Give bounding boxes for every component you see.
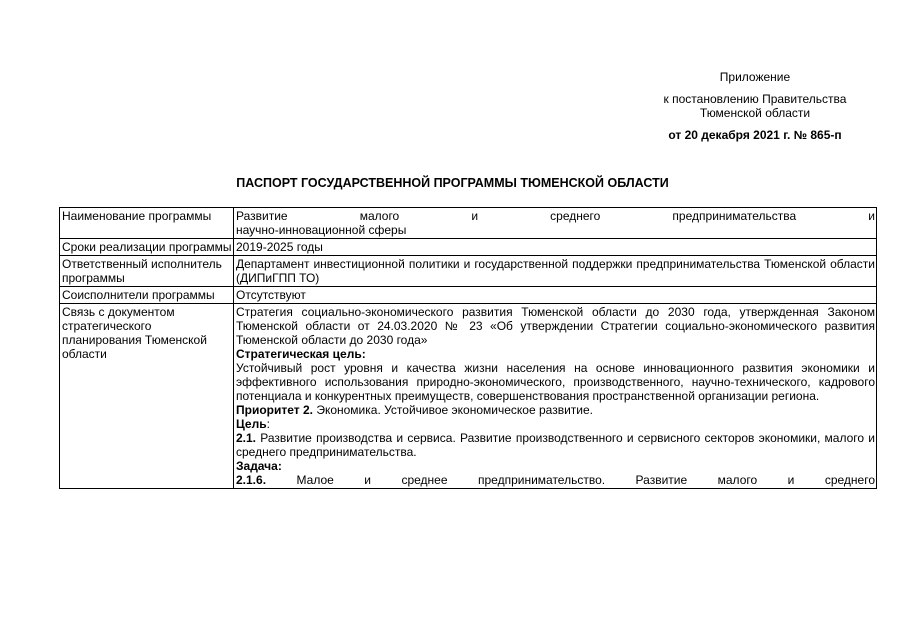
task-number: 2.1.6. bbox=[236, 473, 267, 487]
row-value-name bbox=[234, 208, 877, 239]
row-label-terms: Сроки реализации программы bbox=[60, 239, 234, 256]
row-value-executor: Департамент инвестиционной политики и государственной поддержки предпринимательства Тюменской области (ДИПиГПП ТО) bbox=[234, 256, 877, 287]
priority-number: Приоритет 2. bbox=[236, 403, 313, 417]
program-name-line2: научно-инновационной сферы bbox=[236, 223, 407, 237]
program-name-line1: Развитие малого и среднего предпринимательства и bbox=[236, 209, 875, 223]
aim-text: Развитие производства и сервиса. Развитие производственного и сервисного секторов экономики, малого и среднего предпринимательства. bbox=[236, 431, 875, 459]
aim-heading-line bbox=[236, 417, 875, 431]
strategic-goal-text: Устойчивый рост уровня и качества жизни населения на основе инновационного развития экономики и эффективного использования природно-экономического, производственного, научно-технического, кадрового потенциала и конкурентных преимуществ, совершенствования пространственной организации региона. bbox=[236, 361, 875, 403]
table-row bbox=[60, 208, 877, 239]
strategic-goal-heading: Стратегическая цель: bbox=[236, 347, 366, 361]
table-row bbox=[60, 239, 877, 256]
aim-number: 2.1. bbox=[236, 431, 257, 445]
strategy-intro: Стратегия социально-экономического развития Тюменской области до 2030 года, утвержденная Законом Тюменской области от 24.03.2020 № 23 «Об утверждении Стратегии социально-экономического развития Тюменской области до 2030 года» bbox=[236, 305, 875, 347]
aim-paragraph bbox=[236, 431, 875, 459]
appendix-resolution: к постановлению Правительства Тюменской области bbox=[663, 92, 847, 120]
task-paragraph bbox=[236, 473, 875, 487]
priority-paragraph bbox=[236, 403, 875, 417]
aim-heading: Цель bbox=[236, 417, 267, 431]
task-text: Малое и среднее предпринимательство. Развитие малого и среднего bbox=[266, 473, 875, 487]
document-title: ПАСПОРТ ГОСУДАРСТВЕННОЙ ПРОГРАММЫ ТЮМЕНСКОЙ ОБЛАСТИ bbox=[236, 176, 669, 190]
row-label-executor: Ответственный исполнитель программы bbox=[60, 256, 234, 287]
row-value-strategy-link bbox=[234, 304, 877, 489]
appendix-block bbox=[645, 70, 865, 142]
row-value-terms: 2019-2025 годы bbox=[234, 239, 877, 256]
table-row bbox=[60, 287, 877, 304]
row-value-coexecutors: Отсутствуют bbox=[234, 287, 877, 304]
priority-text: Экономика. Устойчивое экономическое развитие. bbox=[312, 403, 593, 417]
task-heading: Задача: bbox=[236, 459, 282, 473]
passport-table bbox=[59, 207, 877, 489]
aim-colon: : bbox=[266, 417, 270, 431]
appendix-title: Приложение bbox=[719, 70, 791, 84]
table-row bbox=[60, 256, 877, 287]
row-label-name: Наименование программы bbox=[60, 208, 234, 239]
row-label-coexecutors: Соисполнители программы bbox=[60, 287, 234, 304]
table-row bbox=[60, 304, 877, 489]
appendix-date-number: от 20 декабря 2021 г. № 865-п bbox=[668, 128, 842, 142]
row-label-strategy-link: Связь с документом стратегического планирования Тюменской области bbox=[60, 304, 234, 489]
